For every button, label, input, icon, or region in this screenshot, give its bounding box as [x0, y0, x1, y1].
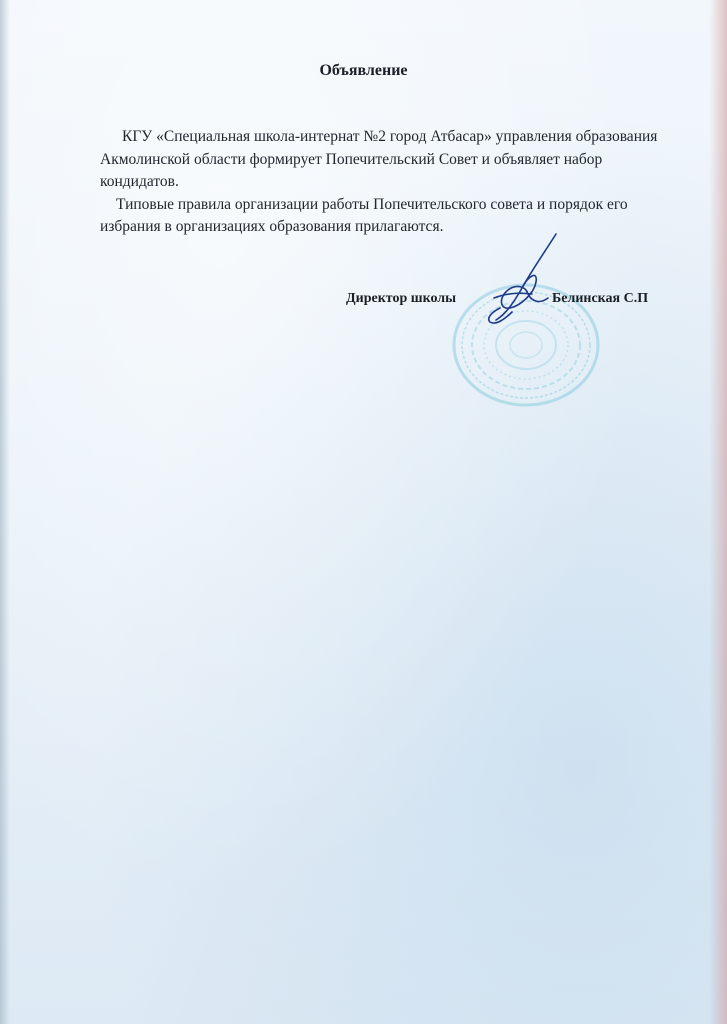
- signatory-name: Белинская С.П: [552, 291, 649, 306]
- document-body: [100, 126, 680, 239]
- body-paragraph-2: Типовые правила организации работы Попечительского совета и порядок его избрания в организациях образования прилагаются.: [100, 195, 628, 235]
- paper-edge-left: [0, 0, 10, 1024]
- document-title: Объявление: [319, 62, 408, 79]
- signatory-position: Директор школы: [346, 291, 457, 306]
- paper-edge-right: [709, 0, 727, 1024]
- handwritten-signature-icon: [470, 228, 580, 333]
- body-paragraph-1: КГУ «Специальная школа-интернат №2 город Атбасар» управления образования Акмолинской области формирует Попечительский Совет и объявляет набор кондидатов.: [100, 128, 658, 190]
